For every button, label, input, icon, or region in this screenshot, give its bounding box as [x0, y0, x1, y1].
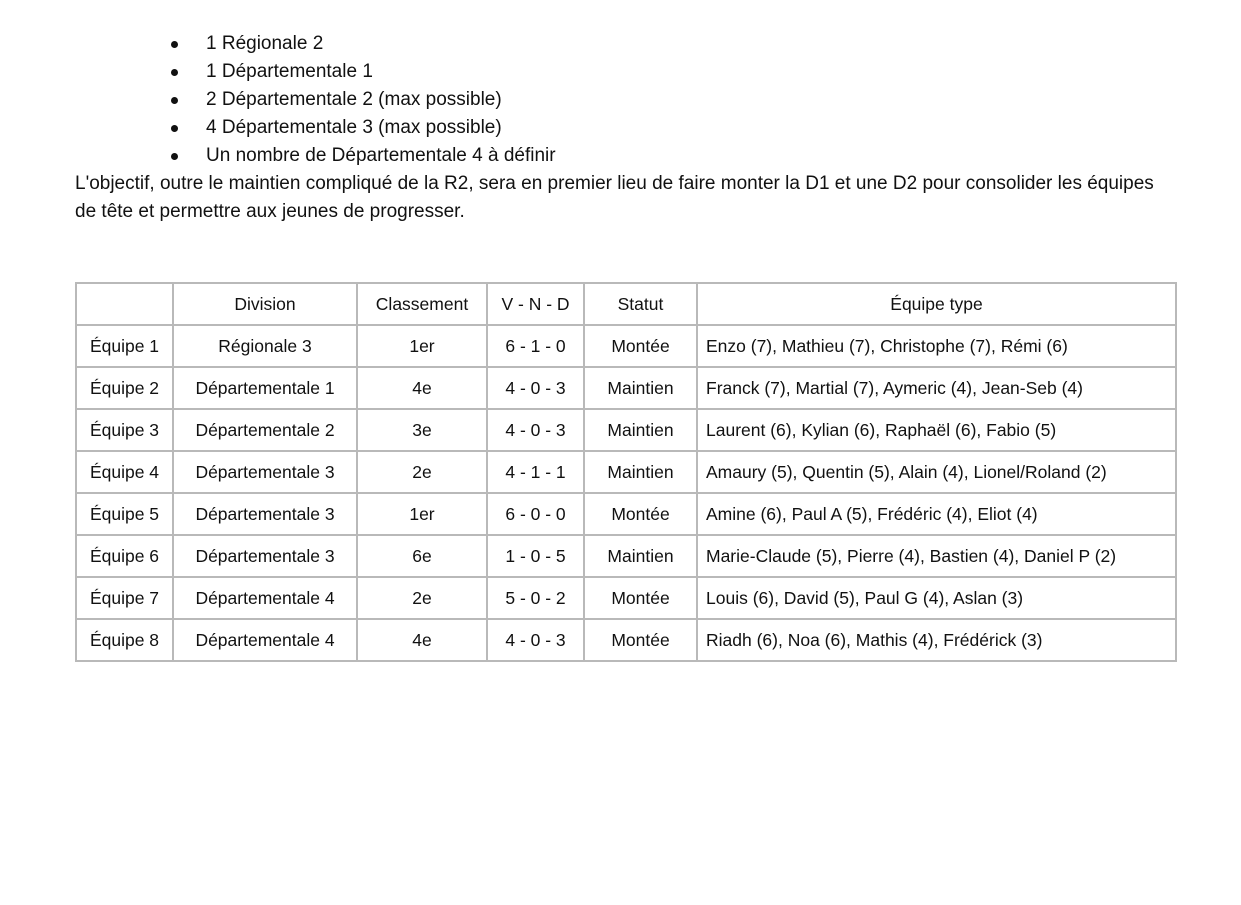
record-cell: 6 - 1 - 0	[487, 325, 584, 367]
division-cell: Départementale 4	[173, 619, 357, 661]
header-record: V - N - D	[487, 283, 584, 325]
table-row	[76, 619, 1176, 661]
table-row	[76, 409, 1176, 451]
record-cell: 1 - 0 - 5	[487, 535, 584, 577]
ranking-cell: 3e	[357, 409, 487, 451]
team-cell: Équipe 6	[76, 535, 173, 577]
record-cell: 4 - 0 - 3	[487, 367, 584, 409]
ranking-cell: 1er	[357, 493, 487, 535]
bullet-item	[168, 142, 556, 170]
division-cell: Départementale 1	[173, 367, 357, 409]
lineup-cell: Marie-Claude (5), Pierre (4), Bastien (4), Daniel P (2)	[697, 535, 1176, 577]
team-cell: Équipe 2	[76, 367, 173, 409]
team-cell: Équipe 5	[76, 493, 173, 535]
division-cell: Départementale 3	[173, 451, 357, 493]
bullet-text: 2 Départementale 2 (max possible)	[206, 89, 502, 110]
team-cell: Équipe 1	[76, 325, 173, 367]
table-row	[76, 451, 1176, 493]
lineup-cell: Laurent (6), Kylian (6), Raphaël (6), Fabio (5)	[697, 409, 1176, 451]
division-cell: Départementale 3	[173, 493, 357, 535]
team-cell: Équipe 8	[76, 619, 173, 661]
bullet-text: 1 Régionale 2	[206, 33, 324, 54]
table-row	[76, 535, 1176, 577]
division-cell: Départementale 4	[173, 577, 357, 619]
division-bullet-list	[168, 30, 556, 170]
ranking-cell: 6e	[357, 535, 487, 577]
status-cell: Maintien	[584, 409, 697, 451]
header-division: Division	[173, 283, 357, 325]
header-ranking: Classement	[357, 283, 487, 325]
bullet-item	[168, 114, 556, 142]
status-cell: Maintien	[584, 535, 697, 577]
bullet-item	[168, 58, 556, 86]
record-cell: 4 - 0 - 3	[487, 619, 584, 661]
ranking-cell: 4e	[357, 619, 487, 661]
table-row	[76, 493, 1176, 535]
status-cell: Montée	[584, 577, 697, 619]
team-cell: Équipe 4	[76, 451, 173, 493]
table-row	[76, 367, 1176, 409]
bullet-dot-icon	[171, 153, 178, 160]
objective-paragraph: L'objectif, outre le maintien compliqué de la R2, sera en premier lieu de faire monter la D1 et une D2 pour consolider les équipes de tête et permettre aux jeunes de progresser.	[75, 173, 1154, 222]
header-lineup: Équipe type	[697, 283, 1176, 325]
bullet-dot-icon	[171, 97, 178, 104]
ranking-cell: 2e	[357, 577, 487, 619]
record-cell: 6 - 0 - 0	[487, 493, 584, 535]
bullet-item	[168, 30, 556, 58]
bullet-text: 4 Départementale 3 (max possible)	[206, 117, 502, 138]
bullet-text: Un nombre de Départementale 4 à définir	[206, 145, 556, 166]
header-status: Statut	[584, 283, 697, 325]
teams-table	[75, 282, 1177, 662]
ranking-cell: 4e	[357, 367, 487, 409]
bullet-dot-icon	[171, 125, 178, 132]
bullet-dot-icon	[171, 41, 178, 48]
lineup-cell: Riadh (6), Noa (6), Mathis (4), Frédérick (3)	[697, 619, 1176, 661]
bullet-text: 1 Départementale 1	[206, 61, 373, 82]
record-cell: 5 - 0 - 2	[487, 577, 584, 619]
division-cell: Départementale 2	[173, 409, 357, 451]
lineup-cell: Franck (7), Martial (7), Aymeric (4), Jean-Seb (4)	[697, 367, 1176, 409]
bullet-item	[168, 86, 556, 114]
status-cell: Montée	[584, 493, 697, 535]
status-cell: Montée	[584, 619, 697, 661]
lineup-cell: Amine (6), Paul A (5), Frédéric (4), Eliot (4)	[697, 493, 1176, 535]
team-cell: Équipe 3	[76, 409, 173, 451]
table-row	[76, 325, 1176, 367]
header-team	[76, 283, 173, 325]
table-header-row	[76, 283, 1176, 325]
table-row	[76, 577, 1176, 619]
lineup-cell: Amaury (5), Quentin (5), Alain (4), Lionel/Roland (2)	[697, 451, 1176, 493]
team-cell: Équipe 7	[76, 577, 173, 619]
lineup-cell: Louis (6), David (5), Paul G (4), Aslan (3)	[697, 577, 1176, 619]
record-cell: 4 - 0 - 3	[487, 409, 584, 451]
ranking-cell: 1er	[357, 325, 487, 367]
ranking-cell: 2e	[357, 451, 487, 493]
record-cell: 4 - 1 - 1	[487, 451, 584, 493]
division-cell: Régionale 3	[173, 325, 357, 367]
division-cell: Départementale 3	[173, 535, 357, 577]
bullet-dot-icon	[171, 69, 178, 76]
lineup-cell: Enzo (7), Mathieu (7), Christophe (7), Rémi (6)	[697, 325, 1176, 367]
status-cell: Montée	[584, 325, 697, 367]
status-cell: Maintien	[584, 367, 697, 409]
status-cell: Maintien	[584, 451, 697, 493]
